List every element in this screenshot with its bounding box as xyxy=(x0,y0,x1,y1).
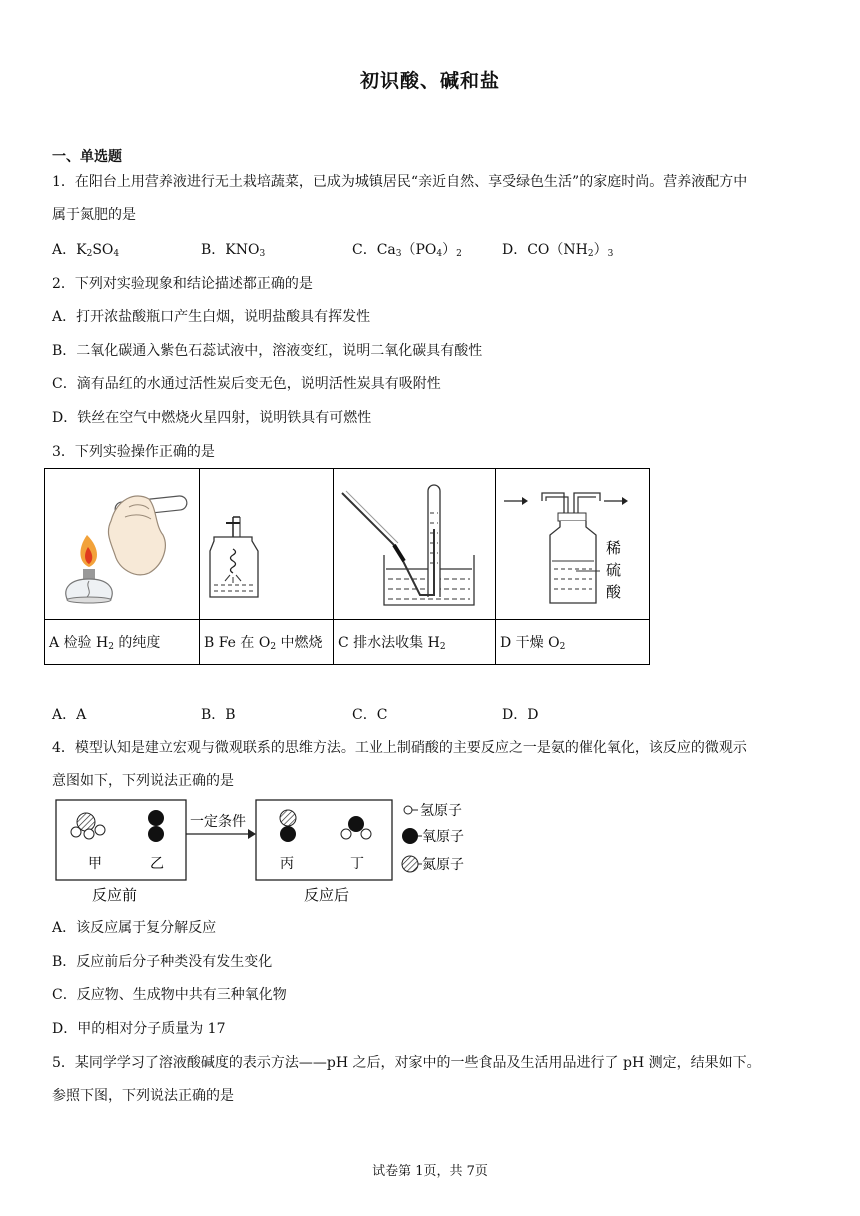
q3-stem: 3．下列实验操作正确的是 xyxy=(52,444,215,460)
label-yi: 乙 xyxy=(150,856,164,872)
acid-label-1: 稀 xyxy=(606,539,622,557)
caption-d: D 干燥 $O_2$ xyxy=(496,620,650,665)
q2-stem: 2．下列对实验现象和结论描述都正确的是 xyxy=(52,276,313,292)
alcohol-lamp-test-tube-icon xyxy=(45,469,199,615)
q1-stem-line2: 属于氮肥的是 xyxy=(52,207,136,223)
q1-option-a: A．$K_2SO_4$ xyxy=(52,242,120,259)
after-box xyxy=(256,800,392,880)
legend-oxygen: 氧原子 xyxy=(422,829,464,845)
caption-b: B Fe 在 $O_2$ 中燃烧 xyxy=(200,620,334,665)
q1-option-d: D．$CO(NH_2)_3$ xyxy=(502,242,614,259)
caption-c: C 排水法收集 $H_2$ xyxy=(334,620,496,665)
water-collection-trough-icon xyxy=(334,469,495,615)
legend-nitrogen: 氮原子 xyxy=(422,857,464,873)
q4-option-b: B．反应前后分子种类没有发生变化 xyxy=(52,954,273,970)
reaction-micro-diagram xyxy=(52,796,492,908)
apparatus-b-image xyxy=(200,469,334,620)
apparatus-d-image xyxy=(496,469,650,620)
label-bing: 丙 xyxy=(280,856,294,872)
before-box xyxy=(56,800,186,880)
iron-combustion-bottle-icon xyxy=(200,469,333,615)
q5-stem-line1: 5．某同学学习了溶液酸碱度的表示方法——pH 之后，对家中的一些食品及生活用品进行了 pH 测定，结果如下。 xyxy=(52,1055,761,1071)
q3-option-b: B．B xyxy=(201,707,236,723)
q3-apparatus-table xyxy=(44,468,650,665)
q2-option-b: B．二氧化碳通入紫色石蕊试液中，溶液变红，说明二氧化碳具有酸性 xyxy=(52,343,483,359)
page-footer: 试卷第 1页，共 7页 xyxy=(372,1164,488,1179)
q1-option-b: B．$KNO_3$ xyxy=(201,242,266,259)
q4-option-c: C．反应物、生成物中共有三种氧化物 xyxy=(52,987,287,1003)
apparatus-a-image xyxy=(45,469,200,620)
q3-option-c: C．C xyxy=(352,707,388,723)
q2-option-d: D．铁丝在空气中燃烧火星四射，说明铁具有可燃性 xyxy=(52,410,372,426)
q5-stem-line2: 参照下图，下列说法正确的是 xyxy=(52,1088,234,1104)
gas-drying-bottle-icon xyxy=(496,469,649,615)
q1-option-c: C．$Ca_3(PO_4)_2$ xyxy=(352,242,462,259)
q4-stem-line1: 4．模型认知是建立宏观与微观联系的思维方法。工业上制硝酸的主要反应之一是氨的催化氧化，该反应的微观示 xyxy=(52,740,747,756)
acid-label-2: 硫 xyxy=(606,561,622,579)
q4-stem-line2: 意图如下，下列说法正确的是 xyxy=(52,773,234,789)
q4-option-a: A．该反应属于复分解反应 xyxy=(52,920,217,936)
q3-option-d: D．D xyxy=(502,707,539,723)
q4-option-d: D．甲的相对分子质量为 17 xyxy=(52,1021,226,1037)
legend-hydrogen: 氢原子 xyxy=(420,803,462,819)
acid-label-3: 酸 xyxy=(606,583,622,601)
q3-option-a: A．A xyxy=(52,707,87,723)
apparatus-c-image xyxy=(334,469,496,620)
q1-stem-line1: 1．在阳台上用营养液进行无土栽培蔬菜，已成为城镇居民“亲近自然、享受绿色生活”的家庭时尚。营养液配方中 xyxy=(52,174,748,190)
q2-option-c: C．滴有品红的水通过活性炭后变无色，说明活性炭具有吸附性 xyxy=(52,376,441,392)
section-heading: 一、单选题 xyxy=(52,149,122,165)
label-jia: 甲 xyxy=(88,856,102,872)
reaction-condition: 一定条件 xyxy=(190,814,246,830)
caption-a: A 检验 $H_2$ 的纯度 xyxy=(45,620,200,665)
label-ding: 丁 xyxy=(350,856,364,872)
page-title: 初识酸、碱和盐 xyxy=(359,70,500,92)
q2-option-a: A．打开浓盐酸瓶口产生白烟，说明盐酸具有挥发性 xyxy=(52,309,371,325)
label-before: 反应前 xyxy=(92,886,138,904)
label-after: 反应后 xyxy=(304,886,350,904)
